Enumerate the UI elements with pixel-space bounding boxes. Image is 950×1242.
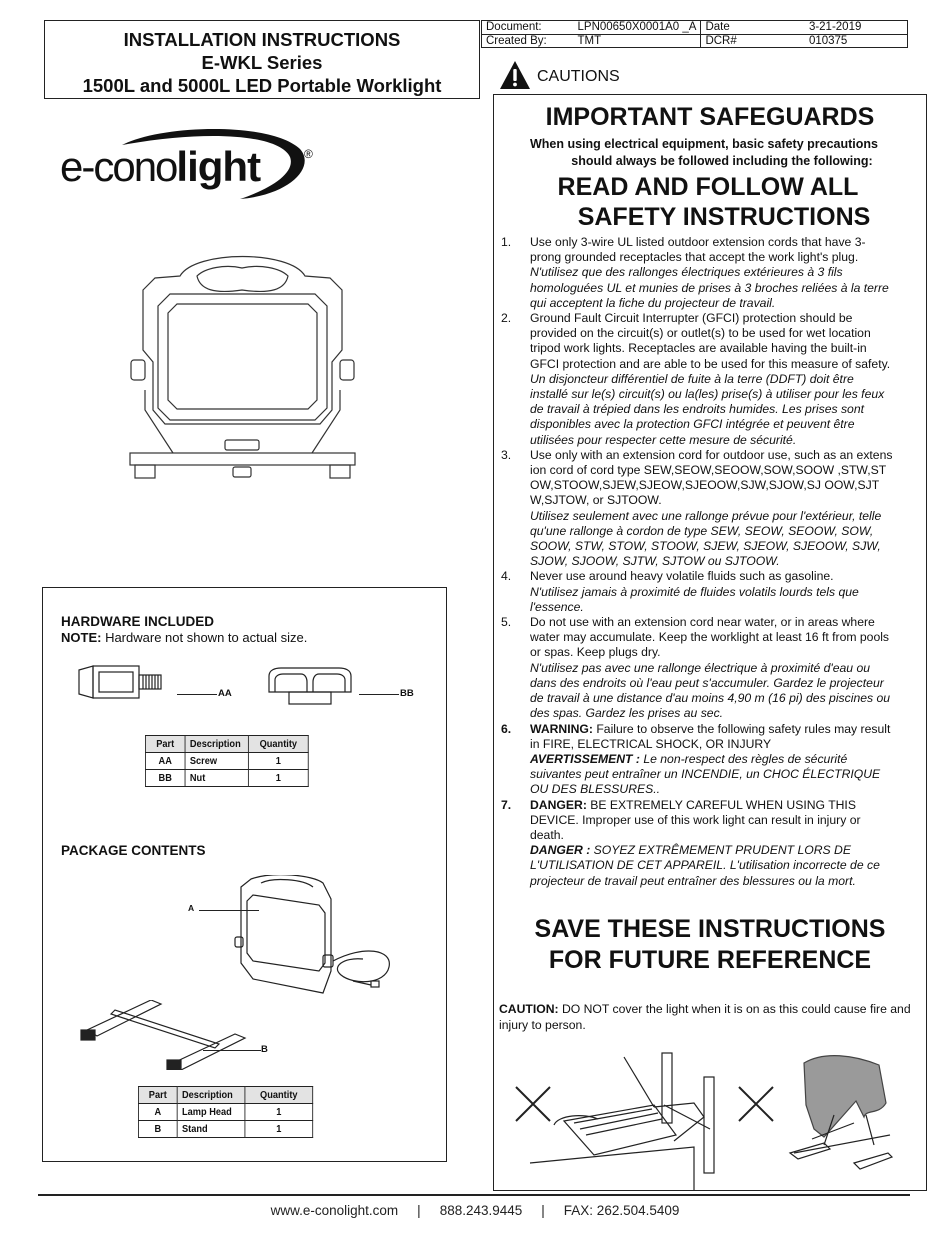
stand-illustration [79,1000,255,1070]
hardware-table-header [145,736,308,753]
date-value: 3-21-2019 [805,21,908,35]
created-by-label: Created By: [482,34,574,48]
col-part: Part [145,736,185,753]
list-item-warning: 6. WARNING: Failure to observe the following safety rules may result in FIRE, ELECTRICAL SHOCK, OR INJURY AVERTISSEMENT : Le non-respect des règles de sécurité suivantes peut entraîner un INCENDIE, un CHOC ÉLECTRIQUE OU DES BLESSURES.. [501,721,891,797]
title-line-3: 1500L and 5000L LED Portable Worklight [82,75,442,96]
warning-triangle-icon [499,60,531,90]
table-row: B Stand 1 [138,1121,312,1138]
do-not-cover-illustrations [494,1045,928,1191]
important-safeguards-heading: IMPORTANT SAFEGUARDS [545,103,875,131]
fax-number: FAX: 262.504.5409 [563,1203,680,1218]
callout-line-aa [177,694,217,695]
package-table [138,1086,313,1138]
col-part: Part [138,1087,177,1104]
document-value: LPN00650X0001A0 _A [574,21,701,35]
safety-instructions-list [501,235,893,889]
hardware-included-heading: HARDWARE INCLUDED [61,614,214,629]
dcr-value: 010375 [805,34,908,48]
document-label: Document: [482,21,574,35]
document-title-box [44,20,480,99]
callout-aa: AA [218,688,232,699]
callout-line-b [203,1050,261,1051]
cautions-title: CAUTIONS [537,67,620,85]
callout-b: B [261,1044,268,1055]
list-item: 4. Never use around heavy volatile fluids such as gasoline. N'utilisez jamais à proximité de fluides volatils lourds tels que l'essence. [501,569,859,614]
caution-cover-note: CAUTION: DO NOT cover the light when it is on as this could cause fire and injury to person. [499,1002,911,1032]
save-instructions-line-1: SAVE THESE INSTRUCTIONS [534,915,886,943]
save-instructions-line-2: FOR FUTURE REFERENCE [548,946,872,974]
registered-mark: ® [304,147,313,161]
intro-line-2: should always be followed including the following: [571,154,873,168]
col-quantity: Quantity [248,736,308,753]
footer-contact: www.e-conolight.com | 888.243.9445 | FAX: 262.504.5409 [270,1203,680,1218]
econolight-logo [60,125,313,205]
list-item: 2. Ground Fault Circuit Interrupter (GFCI) protection should be provided on the circuit(s) or outlet(s) to be used for wet location tripod work lights. Receptacles are available having the built-in GFCI protection and are able to be used for this measure of safety. Un disjoncteur différentiel de fuite à la terre (DDFT) doit être installé sur le(s) circuit(s) ou la(les) prise(s) à utiliser pour les feux de travail à trépied dans les endroits humides. Les prises sont disponibles avec la protection GFCI intégrée et peuvent être utilisées pour respecter cette mesure de sécurité. [501,311,891,447]
document-info-table [481,20,908,48]
hardware-package-panel [42,587,447,1162]
callout-line-bb [359,694,399,695]
title-line-2: E-WKL Series [201,52,323,73]
date-label: Date [701,21,805,35]
col-description: Description [185,736,248,753]
table-row: BB Nut 1 [145,770,308,787]
covered-worklight-illustration [790,1056,892,1169]
cautions-panel [493,94,927,1191]
table-row: A Lamp Head 1 [138,1104,312,1121]
list-item: 5. Do not use with an extension cord near water, or in areas where water may accumulate. Keep the worklight at least 16 ft from pools or spas. Keep plugs dry. N'utilisez pas avec une rallonge électrique à proximité d'eau ou dans des endroits où l'eau peut s'accumuler. Gardez le projecteur de travail à une distance d'au moins 4,90 m (16 pi) des piscines ou des spas. Gardez les prises au sec. [501,615,891,721]
cautions-header [499,59,620,91]
worklight-front-illustration [125,240,360,480]
dcr-label: DCR# [701,34,805,48]
title-line-1: INSTALLATION INSTRUCTIONS [123,29,401,50]
list-item: 3. Use only with an extension cord for outdoor use, such as an extension cord of cord type SEW,SEOW,SEOOW,SOW,SOOW ,STW,STOW,STOOW,SJEW,SJEOW,SJEOOW,SJW,SJOW,SJ OOW,SJTW,SJTOW, or SJTOOW. Utilisez seulement avec une rallonge prévue pour l'extérieur, telle qu'une rallonge à cordon de type SEW, SEOW, SEOOW, SOW, SOOW, STW, STOW, STOOW, SJEW, SJEOW, SJEOOW, SJW, SJOW, SJOOW, SJTW, SJTOW ou SJTOOW. [501,447,893,569]
lamp-head-illustration [233,875,405,1003]
table-row: AA Screw 1 [145,753,308,770]
x-mark-icon [739,1087,773,1121]
callout-bb: BB [400,688,414,699]
col-quantity: Quantity [245,1087,313,1104]
x-mark-icon [516,1087,550,1121]
read-follow-line-2: SAFETY INSTRUCTIONS [577,203,871,231]
screw-icon [77,664,217,704]
col-description: Description [177,1087,245,1104]
created-by-value: TMT [574,34,701,48]
logo-wordmark: e-conolight [60,143,261,190]
package-table-header [138,1087,312,1104]
package-contents-heading: PACKAGE CONTENTS [61,843,206,858]
website-link[interactable]: www.e-conolight.com [270,1203,399,1218]
intro-line-1: When using electrical equipment, basic safety precautions [529,137,878,151]
hardware-table [145,735,309,787]
list-item: 1. Use only 3-wire UL listed outdoor extension cords that have 3-prong grounded receptacles that accept the work light's plug. N'utilisez que des rallonges électriques extérieures à 3 fils homologuées UL et munies de prises à 3 broches reliées à la terre qui acceptent la fiche du projecteur de travail. [501,235,889,310]
read-follow-line-1: READ AND FOLLOW ALL [557,173,859,201]
nut-icon [267,666,353,706]
callout-a: A [188,903,195,913]
callout-line-a [199,910,259,911]
hardware-note: NOTE: Hardware not shown to actual size. [61,630,308,645]
footer-divider [38,1194,910,1196]
list-item-danger: 7. DANGER: BE EXTREMELY CAREFUL WHEN USING THIS DEVICE. Improper use of this work light can result in injury or death. DANGER : SOYEZ EXTRÊMEMENT PRUDENT LORS DE L'UTILISATION DE CET APPAREIL. L'utilisation incorrecte de ce projecteur de travail peut entraîner des blessures ou la mort. [501,797,880,888]
worklight-on-table-illustration [530,1053,714,1191]
phone-number: 888.243.9445 [439,1203,523,1218]
